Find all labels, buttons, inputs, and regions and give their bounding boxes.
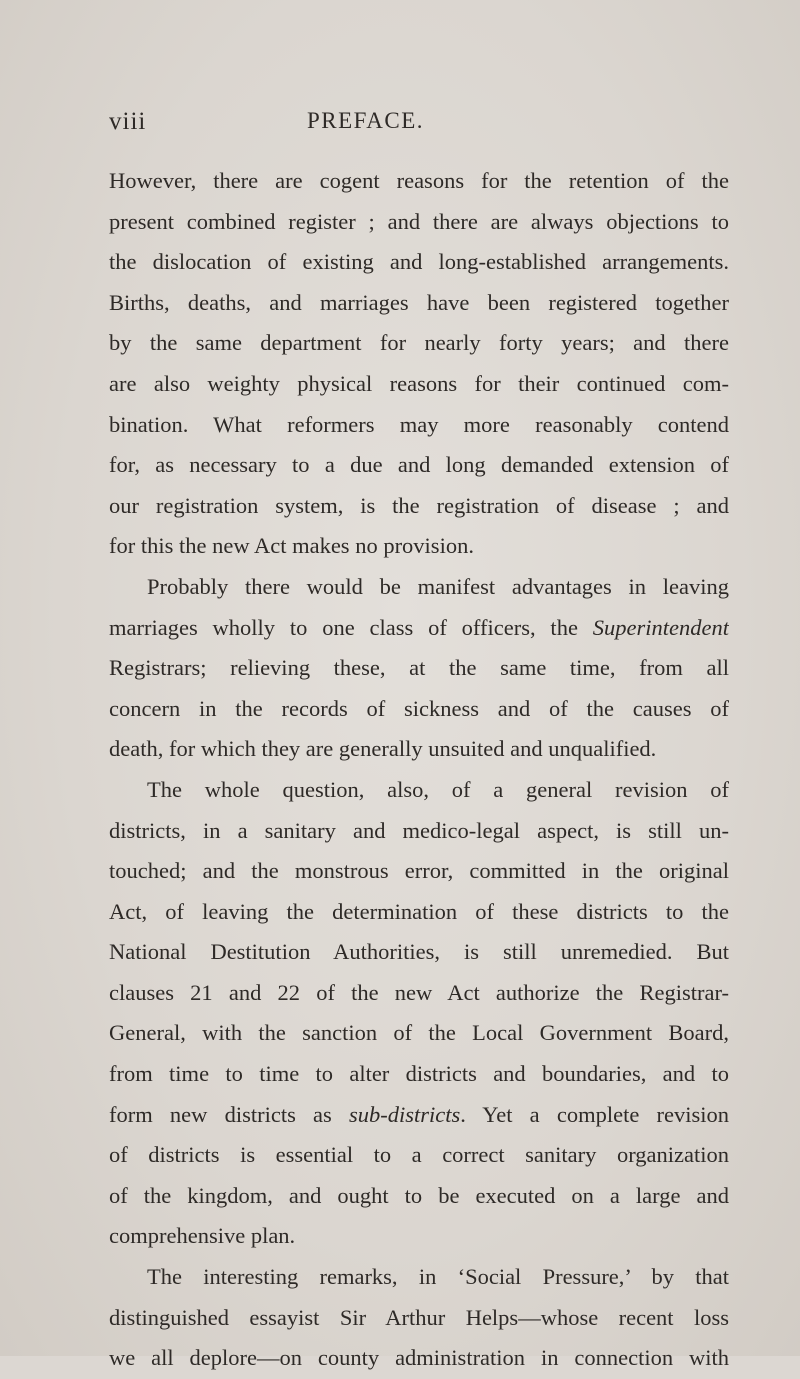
text-line: The whole question, also, of a general revision of <box>147 776 729 802</box>
text-line: General, with the sanction of the Local Government Board, <box>109 1020 729 1046</box>
text-line: bination. What reformers may more reasonably contend <box>109 411 729 437</box>
text-line: comprehensive plan. <box>109 1223 296 1249</box>
italic-term: Superintendent <box>592 614 729 640</box>
text-line: present combined register ; and there are always objections to <box>109 208 729 234</box>
text-fragment: . Yet a complete revision <box>460 1101 729 1127</box>
text-line: for this the new Act makes no provision. <box>109 533 474 559</box>
text-fragment: marriages wholly to one class of officers, the <box>109 614 593 640</box>
text-line: are also weighty physical reasons for their continued com- <box>109 370 729 396</box>
text-line: concern in the records of sickness and of the causes of <box>109 695 729 721</box>
text-line-with-italic <box>109 1095 729 1136</box>
text-line: our registration system, is the registration of disease ; and <box>109 492 729 518</box>
text-line: clauses 21 and 22 of the new Act authorize the Registrar- <box>109 979 729 1005</box>
text-line: Registrars; relieving these, at the same time, from all <box>109 655 729 681</box>
page-number: viii <box>109 108 147 135</box>
text-line: Births, deaths, and marriages have been registered together <box>109 289 729 315</box>
text-line: Act, of leaving the determination of these districts to the <box>109 898 729 924</box>
text-line: of the kingdom, and ought to be executed on a large and <box>109 1182 729 1208</box>
page-header <box>109 108 689 138</box>
text-line: distinguished essayist Sir Arthur Helps—whose recent loss <box>109 1304 729 1330</box>
text-line: National Destitution Authorities, is still unremedied. But <box>109 939 729 965</box>
text-line: However, there are cogent reasons for the retention of the <box>109 168 729 193</box>
text-line: Probably there would be manifest advantages in leaving <box>147 573 729 599</box>
text-line: death, for which they are generally unsuited and unqualified. <box>109 736 657 762</box>
text-line: the dislocation of existing and long-established arrangements. <box>109 249 729 275</box>
body-text <box>109 161 729 1379</box>
text-line: by the same department for nearly forty years; and there <box>109 330 729 356</box>
text-line: of districts is essential to a correct sanitary organization <box>109 1142 729 1168</box>
text-line: touched; and the monstrous error, committed in the original <box>109 858 729 884</box>
text-line: The interesting remarks, in ‘Social Pressure,’ by that <box>147 1264 729 1290</box>
running-head: PREFACE. <box>307 108 425 133</box>
text-fragment: form new districts as <box>109 1101 349 1127</box>
text-line: districts, in a sanitary and medico-legal aspect, is still un- <box>109 817 729 843</box>
text-line: from time to time to alter districts and boundaries, and to <box>109 1061 729 1087</box>
text-line: for, as necessary to a due and long demanded extension of <box>109 452 729 478</box>
text-line: we all deplore—on county administration in connection with <box>109 1345 729 1371</box>
italic-term: sub-districts <box>348 1101 461 1127</box>
text-line-with-italic <box>109 608 729 649</box>
